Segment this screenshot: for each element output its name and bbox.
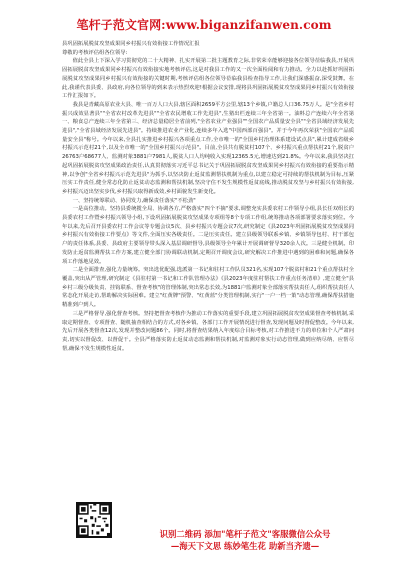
footer: [0, 498, 408, 570]
document-title: 县巩固拓展脱贫攻坚成果同乡村振兴有效衔接工作情况汇报: [62, 41, 200, 47]
promo-line-2: —海天下文思 练妙笔生花 助新当齐遗—: [170, 541, 320, 551]
document-salutation: 尊敬的考核评估组各位领导:: [62, 49, 128, 56]
document-body: [62, 40, 354, 353]
document-paragraph: 值此全县上下深入学习贯彻党的二十大精神、扎实开展第二批主题教育之际,非常荣幸能够迎接各位领导莅临我县,开展巩固拓展脱贫攻坚成果同乡村振兴有效衔接实地考核评估,这是对我县工作的又一次全面检阅和有力推动。全力以赴抓好巩固拓展脱贫攻坚成果同乡村振兴有效衔接的关键时期,考核评估组各位领导莅临我县检查指导工作,让我们深感振奋,深受鼓舞。在此,我谨代表县委、县政府,向各位领导的到来表示热烈欢迎!根据会议安排,现将县巩固拓展脱贫攻坚成果同乡村振兴有效衔接工作汇报如下。: [62, 58, 354, 100]
document-paragraph: 我县是青藏高原农业大县、唯一百万人口大县,辖区面积2659平方公里,辖13个乡镇,户籍总人口36.75万人。是"全省乡村振兴成效显著县""全省农村改革先进县""全省农民增收工作先进县",生猪出栏连续三年全省第一。油料总产连续六年全省第一、粮食总产连续三年全省第三、经济总量稳居全省前列,"全省农业产业强县""全国农产品质量安全县""全省县域经济发展先进县","全省县域经济发展先进县"。持续推进农业产业化,连续多年入选"中国西部百强县"。并于今年再次荣获"全国农产品质量安全县"称号。今年以来,全县扎实推进乡村振兴各项重点工作,全市唯一的"全国乡村治理体系建设试点县",累计建成省级乡村振兴示范村21个,以及全市唯一的"全国乡村振兴示范县"。目前,全县共有脱贫村107个、乡村振兴重点帮扶村21个,脱贫户26763户68677人、监测对象3881户7981人,脱贫人口人均纯收入实现12365.5元,增速达到21.8%。今年以来,我县坚决扛起巩固拓展脱贫攻坚成果政治责任,认真贯彻落实习近平总书记关于巩固拓展脱贫攻坚成果同乡村振兴有效衔接的重要指示精神,以争创"全省乡村振兴示范先进县"为抓手,以坚决防止返贫监测帮扶机制为重点,以建立稳定可持续的帮扶机制为目标,压紧压实工作责任,健全常态化防止返贫动态监测和帮扶机制,坚决守住不发生规模性返贫底线,推动脱贫攻坚与乡村振兴有效衔接,乡村振兴迈出坚实步伐,乡村振兴取得新成效,乡村面貌发生新变化。: [62, 101, 354, 195]
document-paragraph: 三是严格督导,强化督查考核。坚持把督查考核作为推动工作落实的重要手段,建立巩固拓展脱贫攻坚成果督查考核机制,采取定期督查、专项督查、随机抽查相结合的方式,对各乡镇、各部门工作开展情况进行督查,发现问题及时督促整改。今年以来,先后开展各类督查12次,发现并整改问题86个。同时,将督查结果纳入年度综合目标考核,对工作推进不力的单位和个人严肃问责,切实以督促改、以督促干。全县严格落实防止返贫动态监测和帮扶机制,对监测对象实行动态管理,做到应纳尽纳、应帮尽帮,确保不发生规模性返贫。: [62, 310, 354, 352]
promo-text: [120, 528, 370, 552]
qr-code-icon[interactable]: [76, 502, 112, 538]
promo-line-1: 识别二维码 添加"笔杆子范文"客服微信公众号: [159, 529, 331, 539]
document-paragraph: 一是高位推动。坚持县委统揽全局、协调各方,严格落实"四个不摘"要求,调整充实县委农村工作领导小组,县长任双组长的县委农村工作暨乡村振兴领导小组,下设巩固拓展脱贫攻坚成果专项组等8个专项工作组,统筹推动各项部署要求落实到位。今年以来,先后召开县委农村工作会议等专题会议5次、县乡村振兴专题会议7次,研究制定《县2023年巩固拓展脱贫攻坚成果同乡村振兴有效衔接工作要点》等文件,全面压实各级责任。二是压实责任。建立县级领导联系乡镇、乡镇领导包村、村干部包户的责任体系,县委、县政府主要领导带头深入基层调研督导,县级领导全年累计开展调研督导320余人次。三是健全机制。印发防止返贫监测帮扶工作方案,建立健全部门协调联动机制,定期召开调度会议,研究解决工作推进中遇到的困难和问题,确保各项工作落地见效。: [62, 206, 354, 265]
document-paragraph: 二是全面排查,强化力量统筹。突出选优配强,选派第一书记和驻村工作队员321名,实现107个脱贫村和21个重点帮扶村全覆盖,突出从严管理,研究制定《县驻村第一书记和工作队管理办法》《县2023年度驻村帮扶工作重点任务清单》,建立健全"县乡村三级分级负责、挂钩联系、督查考核"的管理体制,突出常态长效,为1881户监测对象全部落实帮扶责任人,组织帮扶责任人常态化开展走访,帮助解决实际困难。建立"红黄牌"预警、"红黄蓝"分类管理机制,实行"一户一档一策"动态管理,确保帮扶措施精准到户到人。: [62, 267, 354, 309]
document-section-heading: 一、坚持统筹联动、协同发力,确保责任落实"不松劲": [72, 197, 196, 204]
site-banner: 笔杆子范文官网:www.biganzifanwen.com: [76, 18, 332, 32]
